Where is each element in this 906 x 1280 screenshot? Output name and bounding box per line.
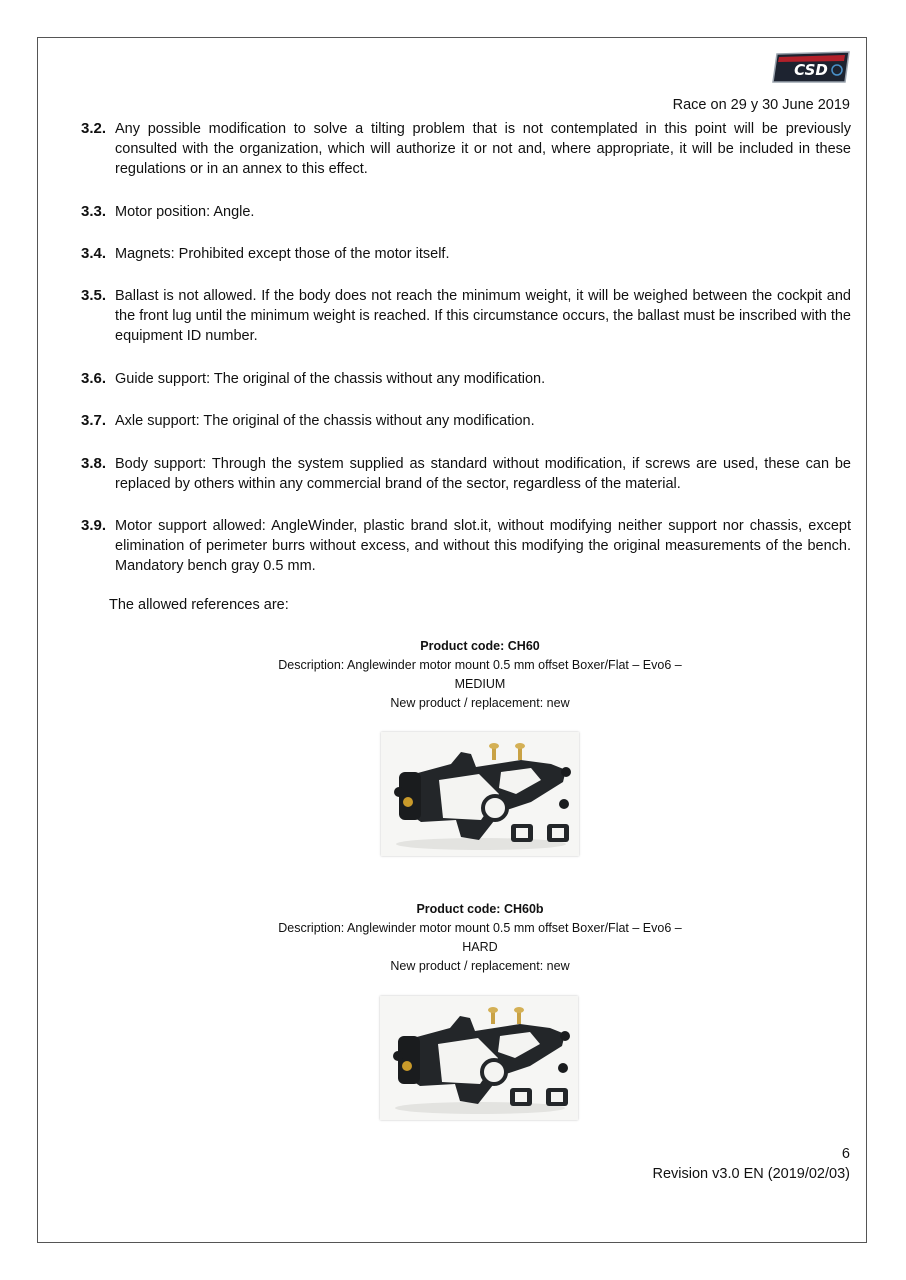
product-description: Description: Anglewinder motor mount 0.5 mm offset Boxer/Flat – Evo6 – bbox=[278, 658, 682, 672]
revision-label: Revision v3.0 EN (2019/02/03) bbox=[652, 1166, 850, 1182]
clause-text: Guide support: The original of the chassis without any modification. bbox=[115, 371, 546, 387]
clause-3-6 bbox=[81, 369, 851, 389]
clause-number: 3.8. bbox=[81, 455, 107, 472]
clause-3-5 bbox=[81, 286, 851, 346]
product-status: New product / replacement: new bbox=[390, 959, 570, 973]
clause-text: Ballast is not allowed. If the body does not reach the minimum weight, it will be weighed between the cockpit and the front lug until the minimum weight is reached. If this circumstance occurs, the ballast must be inscribed with the equipment ID number. bbox=[115, 288, 851, 344]
clause-text: Motor support allowed: AngleWinder, plastic brand slot.it, without modifying neither support nor chassis, except elimination of perimeter burrs without excess, and without this modifying the original measurements of the bench. Mandatory bench gray 0.5 mm. bbox=[115, 518, 851, 574]
clause-text: Magnets: Prohibited except those of the motor itself. bbox=[115, 246, 450, 262]
clause-number: 3.5. bbox=[81, 287, 107, 304]
motor-mount-photo bbox=[381, 732, 579, 856]
motor-mount-photo bbox=[380, 996, 578, 1120]
product-code: Product code: CH60b bbox=[416, 902, 544, 916]
clause-number: 3.7. bbox=[81, 412, 107, 429]
clause-text: Body support: Through the system supplied as standard without modification, if screws are used, these can be replaced by others within any commercial brand of the sector, regardless of the material. bbox=[115, 456, 851, 492]
race-date: Race on 29 y 30 June 2019 bbox=[672, 97, 850, 113]
clause-text: Any possible modification to solve a tilting problem that is not contemplated in this point will be previously consulted with the organization, which will authorize it or not and, where appropriate, it will be included in these regulations or in an annex to this effect. bbox=[115, 121, 851, 177]
product-ch60 bbox=[230, 637, 730, 713]
csd-logo bbox=[771, 50, 851, 84]
clause-number: 3.3. bbox=[81, 203, 107, 220]
clause-number: 3.2. bbox=[81, 120, 107, 137]
page-number: 6 bbox=[841, 1146, 850, 1162]
clause-number: 3.6. bbox=[81, 370, 107, 387]
logo-text: CSD bbox=[794, 61, 828, 79]
clause-3-4 bbox=[81, 244, 851, 264]
clause-number: 3.9. bbox=[81, 517, 107, 534]
product-ch60b bbox=[230, 900, 730, 976]
clause-text: Axle support: The original of the chassis without any modification. bbox=[115, 413, 535, 429]
product-code: Product code: CH60 bbox=[420, 639, 540, 653]
clause-3-3 bbox=[81, 202, 851, 222]
clause-3-9 bbox=[81, 516, 851, 576]
product-hardness: HARD bbox=[462, 940, 498, 954]
clause-text: Motor position: Angle. bbox=[115, 204, 255, 220]
clause-3-8 bbox=[81, 454, 851, 494]
clause-3-2 bbox=[81, 119, 851, 179]
product-status: New product / replacement: new bbox=[390, 696, 570, 710]
references-intro: The allowed references are: bbox=[109, 597, 289, 613]
product-description: Description: Anglewinder motor mount 0.5 mm offset Boxer/Flat – Evo6 – bbox=[278, 921, 682, 935]
clause-number: 3.4. bbox=[81, 245, 107, 262]
clause-3-7 bbox=[81, 411, 851, 431]
product-hardness: MEDIUM bbox=[454, 677, 506, 691]
